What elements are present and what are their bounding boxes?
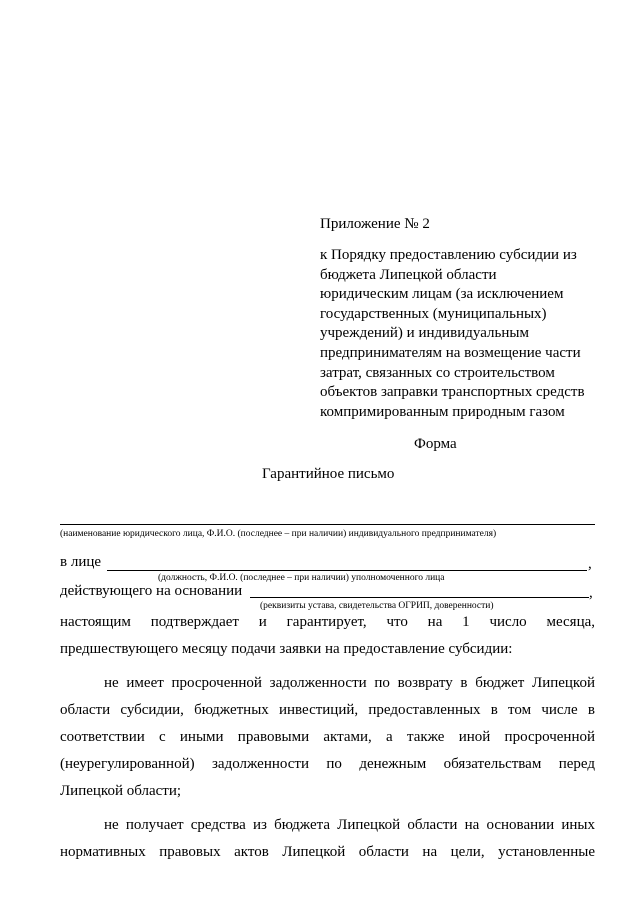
person-label: в лице: [60, 554, 102, 570]
annex-line: юридическим лицам (за исключением: [320, 286, 564, 303]
body-line: предшествующего месяцу подачи заявки на предоставление субсидии:: [60, 641, 513, 657]
paragraph-line: не имеет просроченной задолженности по возврату в бюджет Липецкой: [104, 675, 595, 691]
annex-line: объектов заправки транспортных средств: [320, 384, 585, 401]
annex-title: Приложение № 2: [320, 216, 430, 232]
paragraph-line: области субсидии, бюджетных инвестиций, предоставленных в том числе в: [60, 702, 595, 718]
annex-line: предпринимателям на возмещение части: [320, 344, 581, 361]
annex-line: государственных (муниципальных): [320, 305, 547, 322]
paragraph-line: Липецкой области;: [60, 783, 182, 799]
annex-line: компримированным природным газом: [320, 403, 565, 420]
person-field-line[interactable]: [107, 570, 587, 571]
entity-name-caption: (наименование юридического лица, Ф.И.О. (последнее – при наличии) индивидуального предпринимателя): [60, 529, 497, 539]
annex-line: бюджета Липецкой области: [320, 266, 497, 283]
paragraph-line: не получает средства из бюджета Липецкой области на основании иных: [104, 817, 595, 833]
basis-caption: (реквизиты устава, свидетельства ОГРИП, доверенности): [260, 601, 494, 611]
paragraph-line: нормативных правовых актов Липецкой области на цели, установленные: [60, 844, 595, 860]
paragraph-line: (неурегулированной) задолженности по денежным обязательствам перед: [60, 756, 595, 772]
annex-line: затрат, связанных со строительством: [320, 364, 555, 381]
person-caption: (должность, Ф.И.О. (последнее – при наличии) уполномоченного лица: [158, 573, 445, 583]
annex-reference: [320, 246, 585, 422]
annex-line: учреждений) и индивидуальным: [320, 325, 529, 342]
paragraph-line: соответствии с иными правовыми актами, а также иной просроченной: [60, 729, 595, 745]
body-line: настоящим подтверждает и гарантирует, что на 1 число месяца,: [60, 614, 595, 630]
entity-name-field-line[interactable]: [60, 524, 595, 525]
form-label: Форма: [414, 436, 457, 452]
basis-label: действующего на основании: [60, 583, 243, 599]
letter-title: Гарантийное письмо: [262, 466, 395, 482]
basis-field-line[interactable]: [250, 597, 589, 598]
basis-trailing-comma: ,: [589, 585, 593, 601]
person-trailing-comma: ,: [588, 556, 592, 572]
annex-line: к Порядку предоставлению субсидии из: [320, 247, 577, 263]
